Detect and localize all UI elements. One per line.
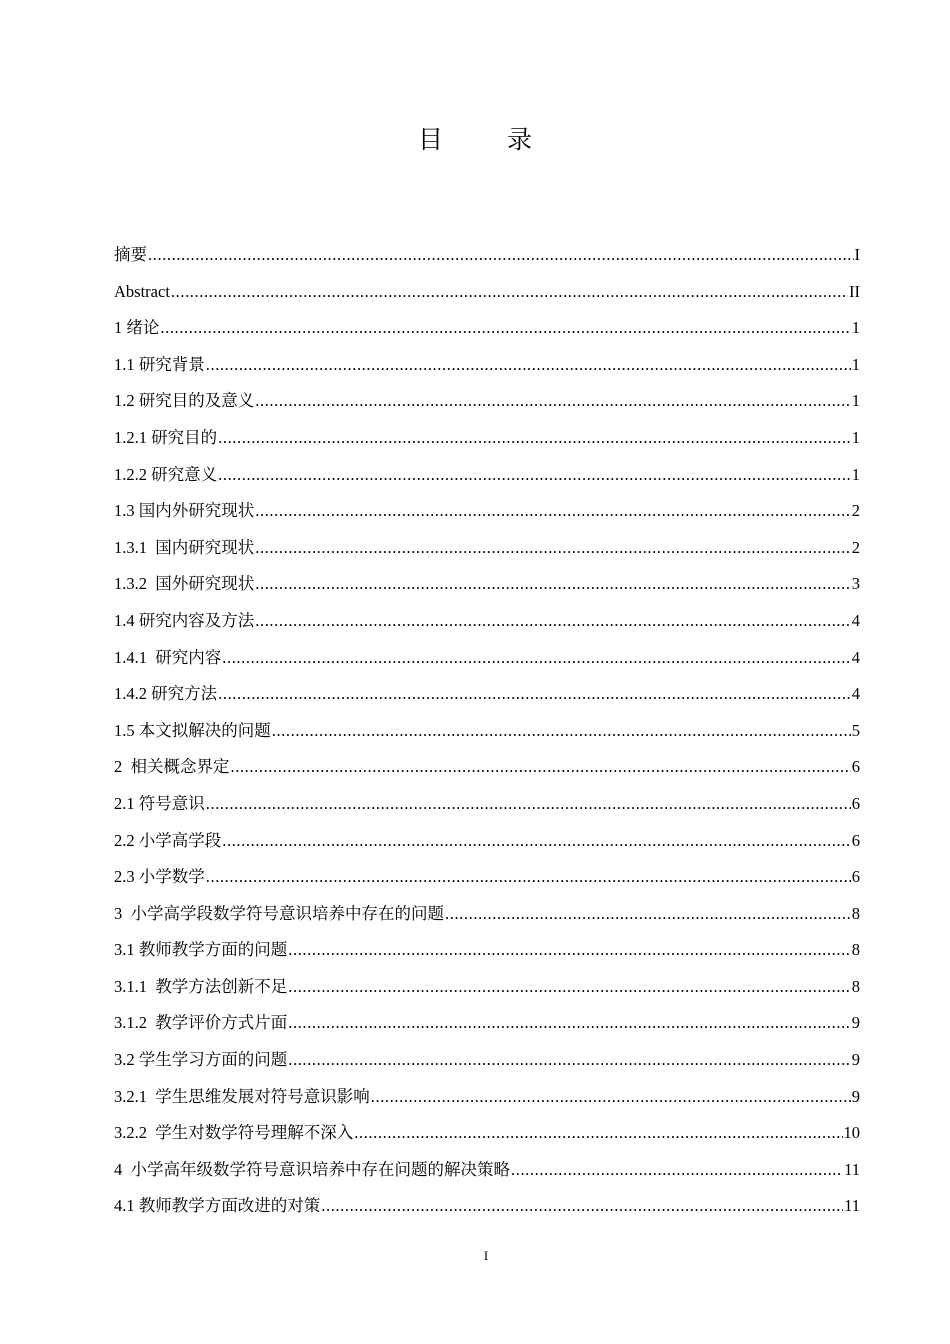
toc-entry-label: 2.3 小学数学 (114, 867, 205, 887)
toc-entry[interactable] (114, 351, 860, 388)
toc-entry-label: 1.3.2 国外研究现状 (114, 574, 255, 594)
dot-leader (206, 351, 851, 379)
toc-entry-label: 1.2 研究目的及意义 (114, 391, 255, 411)
toc-entry[interactable] (114, 241, 860, 278)
toc-entry-page-number: I (854, 245, 860, 264)
toc-entry-label: 3 小学高学段数学符号意识培养中存在的问题 (114, 903, 444, 923)
dot-leader (218, 461, 851, 489)
dot-leader (255, 497, 851, 525)
toc-entry-label: 1.2.1 研究目的 (114, 427, 218, 447)
toc-entry-label: 3.2 学生学习方面的问题 (114, 1050, 288, 1070)
toc-entry-label: 1 绪论 (114, 318, 160, 338)
dot-leader (255, 607, 851, 635)
dot-leader (255, 534, 851, 562)
toc-entry[interactable] (114, 717, 860, 754)
toc-entry-label: 1.4.1 研究内容 (114, 647, 222, 667)
toc-entry-label: 1.1 研究背景 (114, 354, 205, 374)
toc-entry-page-number: 8 (851, 940, 860, 960)
toc-entry[interactable] (114, 644, 860, 681)
toc-entry[interactable] (114, 863, 860, 900)
dot-leader (272, 717, 851, 745)
toc-entry[interactable] (114, 534, 860, 571)
toc-entry-page-number: 2 (851, 501, 860, 521)
toc-entry[interactable] (114, 936, 860, 973)
toc-entry[interactable] (114, 900, 860, 937)
toc-entry-page-number: 6 (851, 830, 860, 850)
toc-entry-page-number: 4 (851, 684, 860, 704)
toc-entry[interactable] (114, 1083, 860, 1120)
toc-entry-page-number: 9 (851, 1050, 860, 1070)
toc-entry-label: 2.1 符号意识 (114, 793, 205, 813)
toc-entry-label: 1.3 国内外研究现状 (114, 501, 255, 521)
dot-leader (445, 900, 851, 928)
toc-entry[interactable] (114, 607, 860, 644)
dot-leader (218, 424, 851, 452)
dot-leader (206, 863, 851, 891)
toc-entry-label: 1.2.2 研究意义 (114, 464, 218, 484)
toc-entry[interactable] (114, 1156, 860, 1193)
toc-entry-label: 1.4.2 研究方法 (114, 684, 218, 704)
toc-entry[interactable] (114, 1119, 860, 1156)
toc-entry-page-number: 10 (843, 1123, 860, 1143)
toc-entry-label: 3.1.1 教学方法创新不足 (114, 976, 288, 996)
toc-entry-label: 3.1 教师教学方面的问题 (114, 940, 288, 960)
dot-leader (148, 241, 854, 269)
toc-entry-page-number: 3 (851, 574, 860, 594)
dot-leader (222, 827, 851, 855)
dot-leader (371, 1083, 851, 1111)
toc-entry[interactable] (114, 314, 860, 351)
toc-entry[interactable] (114, 1009, 860, 1046)
toc-entry-page-number: 11 (844, 1159, 860, 1179)
toc-entry-page-number: 9 (851, 1086, 860, 1106)
toc-entry-label: 2.2 小学高学段 (114, 830, 222, 850)
toc-entry-page-number: 8 (851, 903, 860, 923)
toc-entry-page-number: 4 (851, 610, 860, 630)
dot-leader (511, 1156, 843, 1184)
toc-entry-label: 1.3.1 国内研究现状 (114, 537, 255, 557)
dot-leader (354, 1119, 842, 1147)
dot-leader (288, 936, 851, 964)
page-number: I (483, 1248, 489, 1263)
toc-entry-page-number: 1 (851, 318, 860, 338)
toc-entry-label: 1.4 研究内容及方法 (114, 610, 255, 630)
toc-entry-page-number: 6 (851, 757, 860, 777)
toc-entry-page-number: II (849, 281, 860, 301)
toc-entry-page-number: 11 (844, 1196, 860, 1216)
toc-entry-label: Abstract (114, 281, 170, 301)
toc-entry-page-number: 8 (851, 976, 860, 996)
toc-entry[interactable] (114, 570, 860, 607)
toc-entry-page-number: 2 (851, 537, 860, 557)
dot-leader (206, 790, 851, 818)
toc-entry-label: 3.1.2 教学评价方式片面 (114, 1013, 288, 1033)
dot-leader (321, 1192, 843, 1220)
toc-entry-page-number: 1 (851, 427, 860, 447)
toc-entry-page-number: 1 (851, 391, 860, 411)
toc-entry-label: 摘要 (114, 245, 147, 264)
toc-entry[interactable] (114, 680, 860, 717)
dot-leader (255, 570, 851, 598)
toc-entry-label: 1.5 本文拟解决的问题 (114, 720, 271, 740)
dot-leader (231, 753, 851, 781)
toc-entry-page-number: 6 (851, 867, 860, 887)
toc-entry-label: 4.1 教师教学方面改进的对策 (114, 1196, 321, 1216)
dot-leader (222, 644, 851, 672)
dot-leader (218, 680, 851, 708)
toc-entry[interactable] (114, 278, 860, 315)
toc-entry-page-number: 6 (851, 793, 860, 813)
page-title: 目 录 (418, 125, 560, 154)
toc-entry[interactable] (114, 827, 860, 864)
toc-entry[interactable] (114, 497, 860, 534)
toc-entry[interactable] (114, 387, 860, 424)
toc-entry[interactable] (114, 790, 860, 827)
dot-leader (288, 1046, 851, 1074)
toc-entry-page-number: 4 (851, 647, 860, 667)
toc-entry-label: 4 小学高年级数学符号意识培养中存在问题的解决策略 (114, 1159, 510, 1179)
dot-leader (288, 1009, 851, 1037)
dot-leader (171, 278, 848, 306)
toc-entry[interactable] (114, 1192, 860, 1229)
toc-entry[interactable] (114, 973, 860, 1010)
toc-entry-label: 3.2.1 学生思维发展对符号意识影响 (114, 1086, 370, 1106)
toc-entry[interactable] (114, 753, 860, 790)
toc-entry-page-number: 1 (851, 354, 860, 374)
dot-leader (288, 973, 851, 1001)
dot-leader (255, 387, 851, 415)
toc-entry-page-number: 1 (851, 464, 860, 484)
toc-entry-label: 2 相关概念界定 (114, 757, 230, 777)
dot-leader (160, 314, 850, 342)
toc-entry[interactable] (114, 424, 860, 461)
toc-entry-label: 3.2.2 学生对数学符号理解不深入 (114, 1123, 354, 1143)
toc-entry[interactable] (114, 461, 860, 498)
toc-entry-page-number: 5 (851, 720, 860, 740)
toc-entry-page-number: 9 (851, 1013, 860, 1033)
table-of-contents (114, 241, 860, 1229)
toc-entry[interactable] (114, 1046, 860, 1083)
